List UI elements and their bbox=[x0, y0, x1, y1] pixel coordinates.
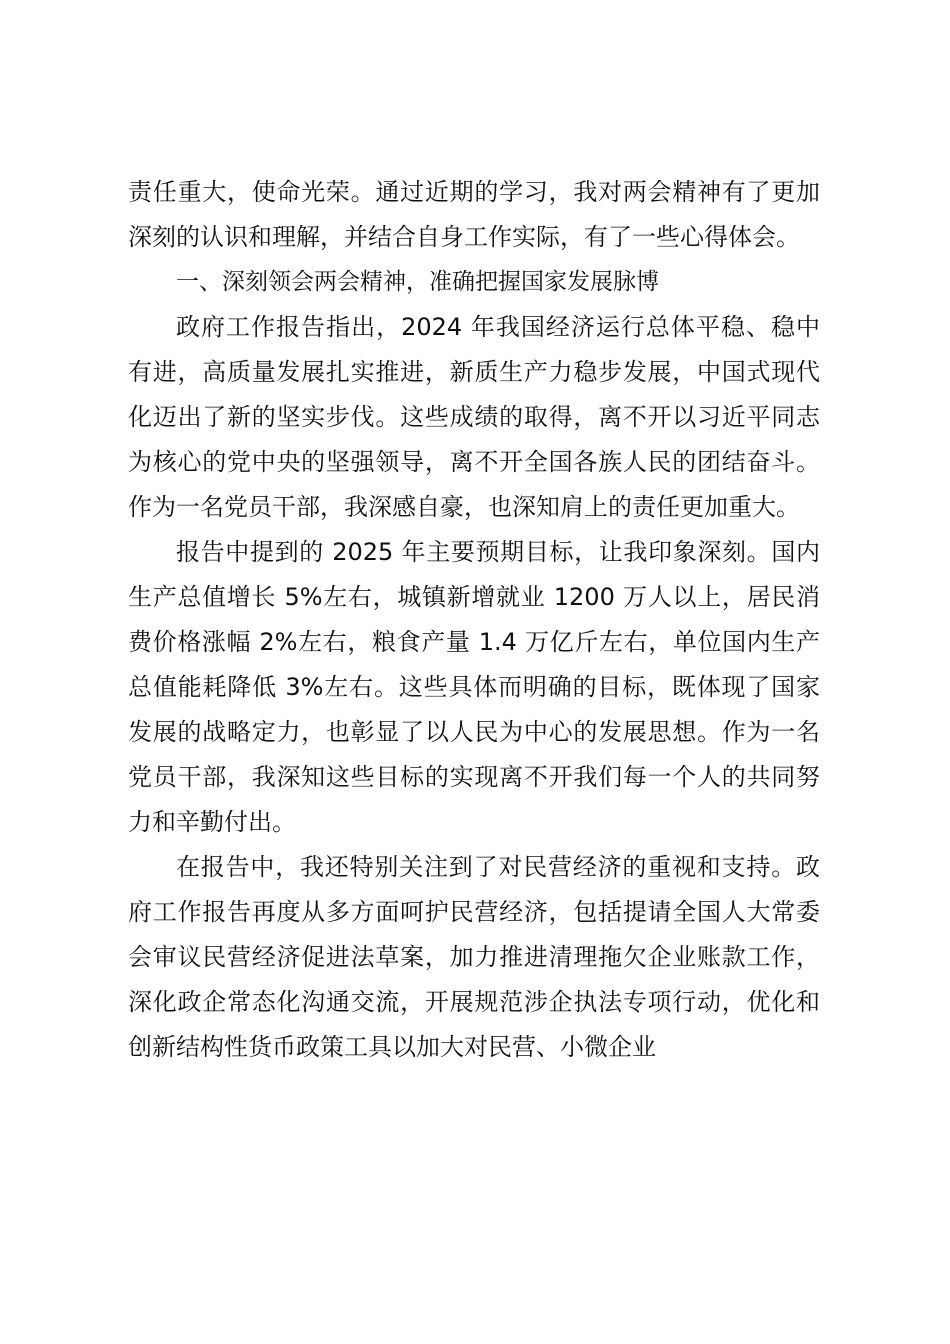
paragraph-2025-targets: 报告中提到的 2025 年主要预期目标，让我印象深刻。国内生产总值增长 5%左右，城镇新增就业 1200 万人以上，居民消费价格涨幅 2%左右，粮食产量 1.4 万亿斤左右，单位国内生产总值能耗降低 3%左右。这些具体而明确的目标，既体现了国家发展的战略定力，也彰显了以人民为中心的发展思想。作为一名党员干部，我深知这些目标的实现离不开我们每一个人的共同努力和辛勤付出。 bbox=[128, 538, 820, 836]
document-body bbox=[128, 170, 820, 1070]
paragraph-private-economy: 在报告中，我还特别关注到了对民营经济的重视和支持。政府工作报告再度从多方面呵护民营经济，包括提请全国人大常委会审议民营经济促进法草案，加力推进清理拖欠企业账款工作，深化政企常态化沟通交流，开展规范涉企执法专项行动，优化和创新结构性货币政策工具以加大对民营、小微企业 bbox=[128, 853, 820, 1061]
paragraph-intro: 责任重大，使命光荣。通过近期的学习，我对两会精神有了更加深刻的认识和理解，并结合自身工作实际，有了一些心得体会。 bbox=[128, 178, 820, 251]
paragraph-report-summary: 政府工作报告指出，2024 年我国经济运行总体平稳、稳中有进，高质量发展扎实推进，新质生产力稳步发展，中国式现代化迈出了新的坚实步伐。这些成绩的取得，离不开以习近平同志为核心的党中央的坚强领导，离不开全国各族人民的团结奋斗。作为一名党员干部，我深感自豪，也深知肩上的责任更加重大。 bbox=[128, 313, 820, 521]
section-heading: 一、深刻领会两会精神，准确把握国家发展脉博 bbox=[176, 269, 659, 295]
